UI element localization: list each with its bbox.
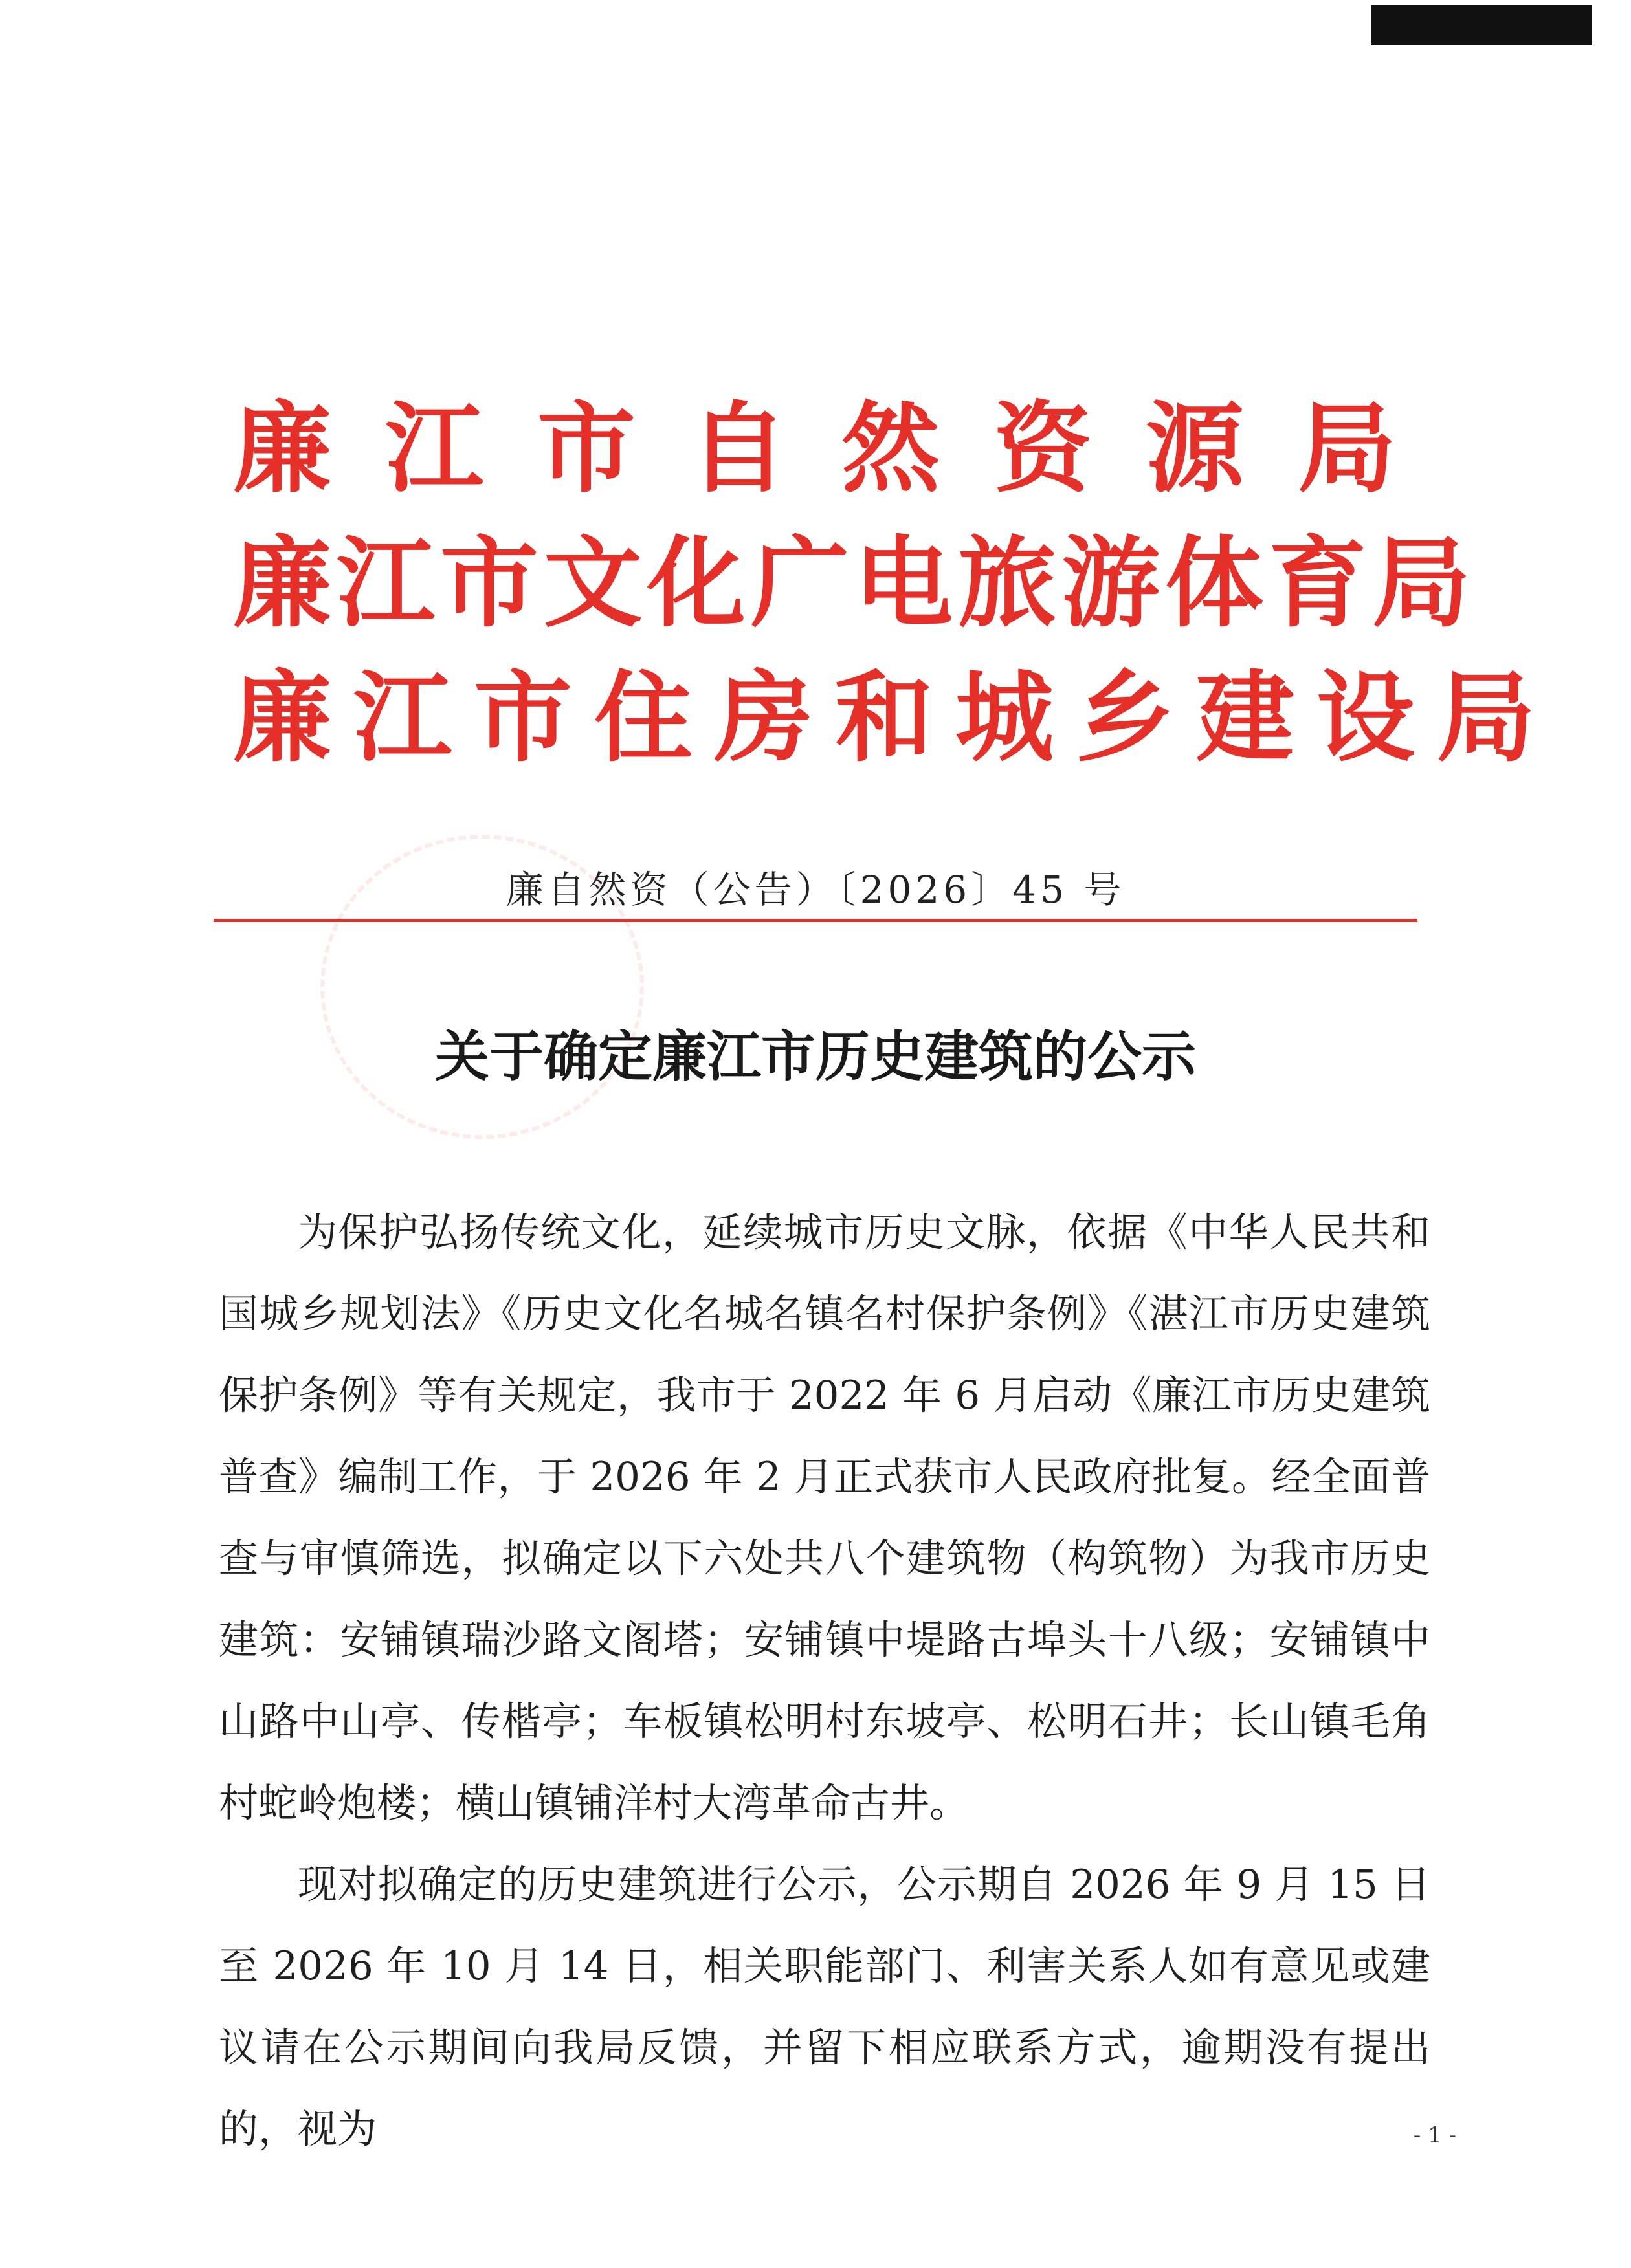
document-title: 关于确定廉江市历史建筑的公示	[434, 1025, 1196, 1088]
issuer-header	[233, 382, 1557, 786]
body-paragraph-1: 为保护弘扬传统文化，延续城市历史文脉，依据《中华人民共和国城乡规划法》《历史文化名城名镇名村保护条例》《湛江市历史建筑保护条例》等有关规定，我市于 2022 年 6 月启动《廉江市历史建筑普查》编制工作，于 2026 年 2 月正式获市人民政府批复。经全面普查与审慎筛选，拟确定以下六处共八个建筑物（构筑物）为我市历史建筑：安铺镇瑞沙路文阁塔；安铺镇中堤路古埠头十八级；安铺镇中山路中山亭、传楷亭；车板镇松明村东坡亭、松明石井；长山镇毛角村蛇岭炮楼；横山镇铺洋村大湾革命古井。	[219, 1209, 1430, 1826]
redaction-bar	[1371, 5, 1592, 45]
issuer-name-housing-construction: 廉江市住房和城乡建设局	[233, 661, 1557, 775]
issuer-name-culture-tourism: 廉江市文化广电旅游体育局	[233, 526, 1476, 641]
body-paragraph-2: 现对拟确定的历史建筑进行公示，公示期自 2026 年 9 月 15 日至 2026 年 10 月 14 日，相关职能部门、利害关系人如有意见或建议请在公示期间向我局反馈，并留下相应联系方式，逾期没有提出的，视为	[219, 1862, 1430, 2152]
document-number: 廉自然资（公告）〔2026〕45 号	[505, 868, 1126, 912]
body-text	[219, 1192, 1430, 2170]
page-number: - 1 -	[1413, 2122, 1456, 2148]
red-header-rule	[214, 919, 1417, 922]
issuer-name-natural-resources: 廉江市自然资源局	[233, 391, 1450, 506]
